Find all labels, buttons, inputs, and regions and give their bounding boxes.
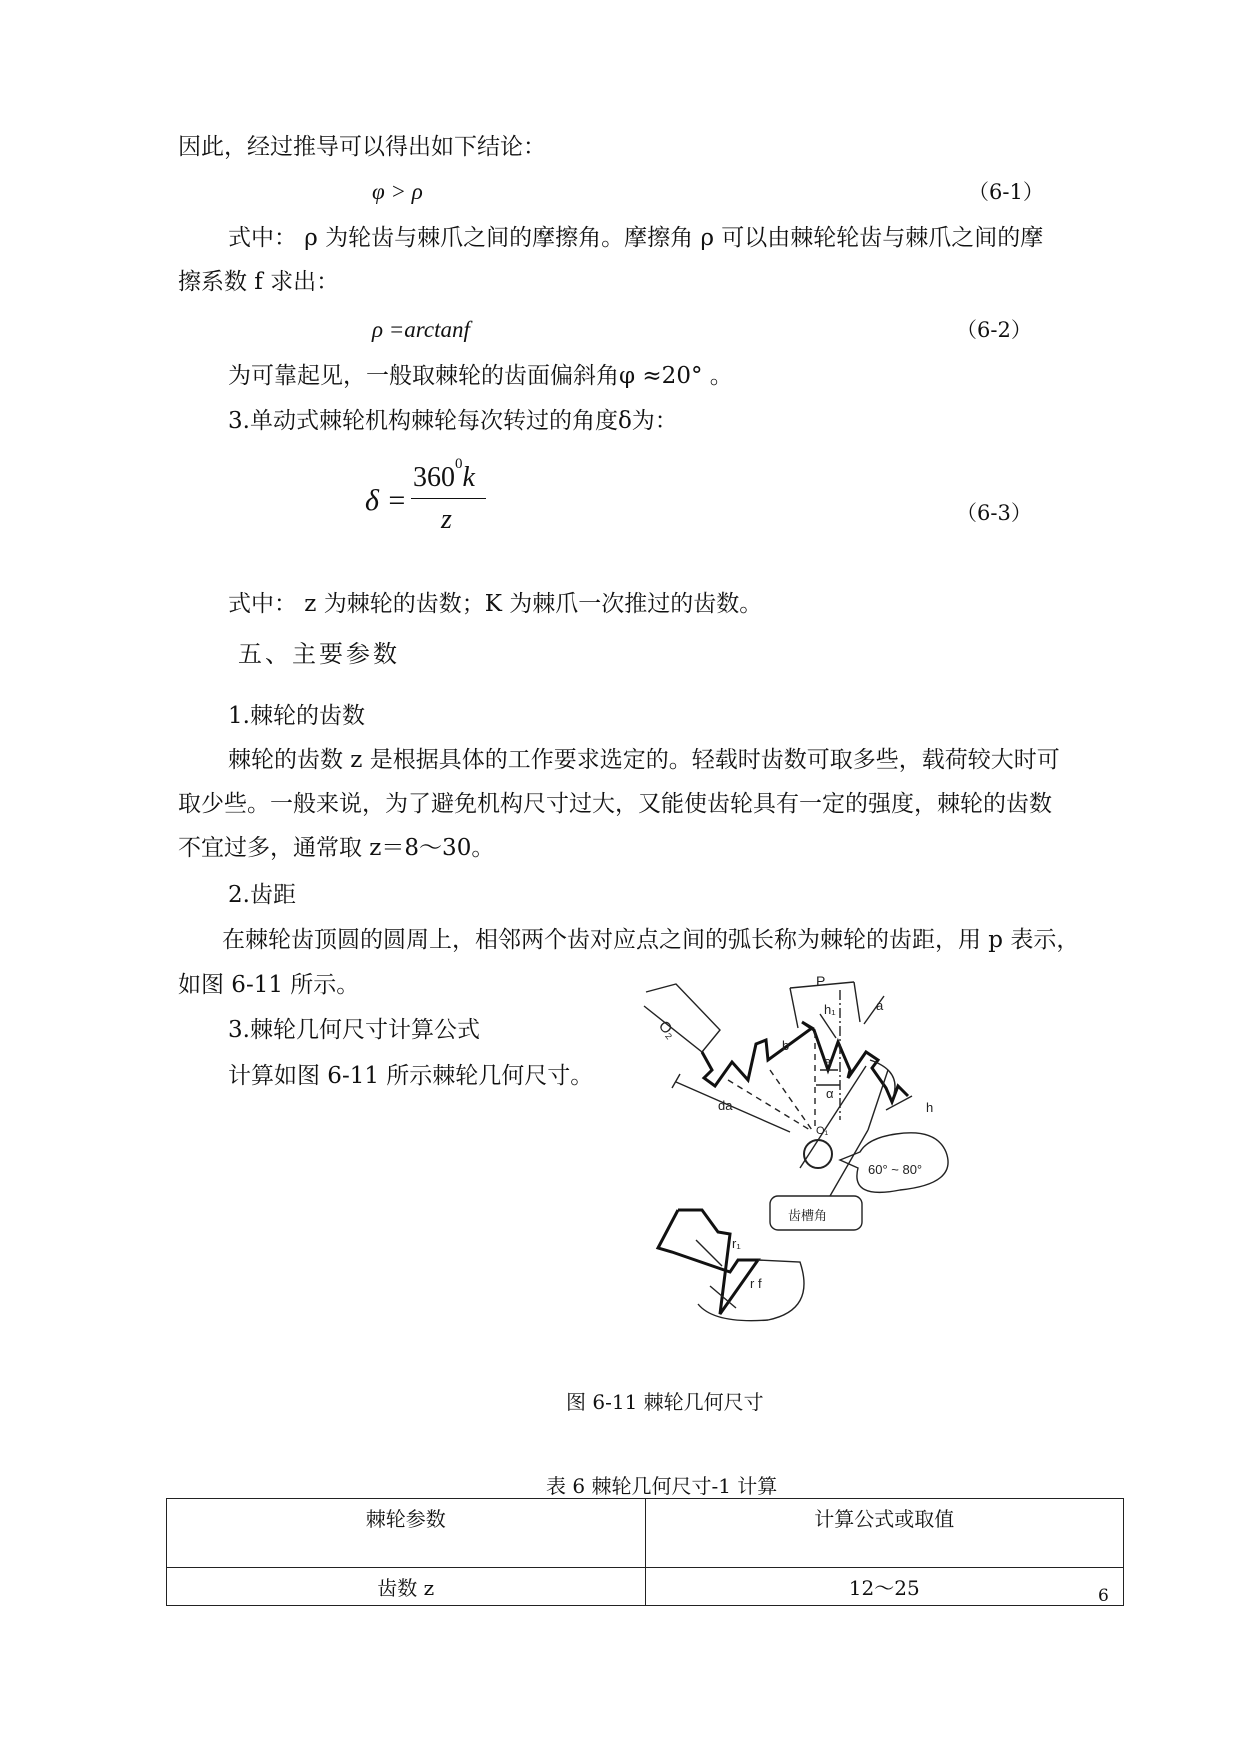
table-header-row xyxy=(167,1499,1124,1568)
text-line: 如图 6-11 所示。 xyxy=(178,972,360,998)
label-o2: O₂ xyxy=(654,1017,680,1042)
fraction-bar xyxy=(411,498,486,499)
text-line: 棘轮的齿数 z 是根据具体的工作要求选定的。轻载时齿数可取多些，载荷较大时可 xyxy=(228,747,1060,773)
dimension-h1 xyxy=(820,1014,836,1038)
subsection-title: 3.棘轮几何尺寸计算公式 xyxy=(228,1017,480,1043)
table-cell: 12～25 xyxy=(645,1568,1124,1606)
equation-lhs: δ = xyxy=(365,484,407,517)
text-line: 式中： ρ 为轮齿与棘爪之间的摩擦角。摩擦角 ρ 可以由棘轮轮齿与棘爪之间的摩 xyxy=(228,225,1044,251)
fraction-denominator: z xyxy=(441,504,452,535)
label-a: a xyxy=(876,998,884,1013)
equation-number: （6-3） xyxy=(956,501,1032,525)
fraction-numerator xyxy=(413,455,475,494)
equation-6-3 xyxy=(365,455,865,542)
text-line: 计算如图 6-11 所示棘轮几何尺寸。 xyxy=(228,1063,594,1089)
text-line: 擦系数 f 求出： xyxy=(178,269,340,295)
subsection-title: 1.棘轮的齿数 xyxy=(228,703,365,729)
table-cell: 齿数 z xyxy=(167,1568,646,1606)
text-line: 取少些。一般来说，为了避免机构尺寸过大，又能使齿轮具有一定的强度，棘轮的齿数 xyxy=(178,791,1052,817)
equation-6-2: ρ =arctanf xyxy=(372,317,470,342)
equation-6-1: φ > ρ xyxy=(372,179,423,204)
callout-line xyxy=(830,1130,868,1196)
text-line: 3.单动式棘轮机构棘轮每次转过的角度δ为： xyxy=(228,408,678,434)
label-groove-angle: 齿槽角 xyxy=(788,1208,828,1223)
dimension-da xyxy=(676,1082,790,1132)
table-header-cell: 棘轮参数 xyxy=(167,1499,646,1568)
table-header-cell: 计算公式或取值 xyxy=(645,1499,1124,1568)
parameter-table xyxy=(166,1498,1124,1606)
hub-circle xyxy=(804,1140,832,1168)
ratchet-teeth xyxy=(702,1022,908,1102)
label-da: da xyxy=(718,1098,733,1113)
label-rf: r f xyxy=(750,1276,762,1291)
label-r1: r₁ xyxy=(732,1236,741,1251)
label-p: P xyxy=(816,973,826,989)
page-number: 6 xyxy=(1098,1586,1109,1606)
text-line: 在棘轮齿顶圆的圆周上，相邻两个齿对应点之间的弧长称为棘轮的齿距，用 p 表示， xyxy=(222,927,1080,953)
label-angle-range: 60° ~ 80° xyxy=(868,1162,923,1177)
subsection-title: 2.齿距 xyxy=(228,882,296,908)
equation-number: （6-2） xyxy=(956,318,1032,342)
text-line: 式中： z 为棘轮的齿数；K 为棘爪一次推过的齿数。 xyxy=(228,591,763,617)
text-line: 为可靠起见，一般取棘轮的齿面偏斜角φ ≈20° 。 xyxy=(228,363,733,389)
dimension-extension xyxy=(854,982,860,1022)
numerator-value: 360 xyxy=(413,462,455,493)
numerator-k: k xyxy=(462,462,475,493)
label-alpha: α xyxy=(826,1086,834,1101)
label-h1: h₁ xyxy=(824,1002,836,1017)
dimension-extension xyxy=(672,1074,680,1088)
numerator-superscript: 0 xyxy=(455,455,463,472)
dimension-extension xyxy=(790,988,798,1028)
detail-pawl-tooth xyxy=(658,1210,758,1314)
label-b: b xyxy=(782,1038,790,1053)
text-line: 因此，经过推导可以得出如下结论： xyxy=(178,134,546,160)
figure-caption: 图 6-11 棘轮几何尺寸 xyxy=(566,1390,764,1414)
pawl-arm xyxy=(644,984,720,1052)
label-h: h xyxy=(926,1100,934,1115)
label-o1: O₁ xyxy=(816,1125,829,1137)
table-caption: 表 6 棘轮几何尺寸-1 计算 xyxy=(546,1474,778,1498)
radius-dashed xyxy=(770,1070,812,1130)
label-a-small: a xyxy=(824,1054,832,1069)
ratchet-geometry-figure xyxy=(640,970,970,1340)
section-heading: 五、主要参数 xyxy=(238,640,400,668)
table-row xyxy=(167,1568,1124,1606)
text-line: 不宜过多，通常取 z＝8～30。 xyxy=(178,835,495,861)
callout-line xyxy=(800,1066,866,1168)
equation-number: （6-1） xyxy=(968,180,1044,204)
